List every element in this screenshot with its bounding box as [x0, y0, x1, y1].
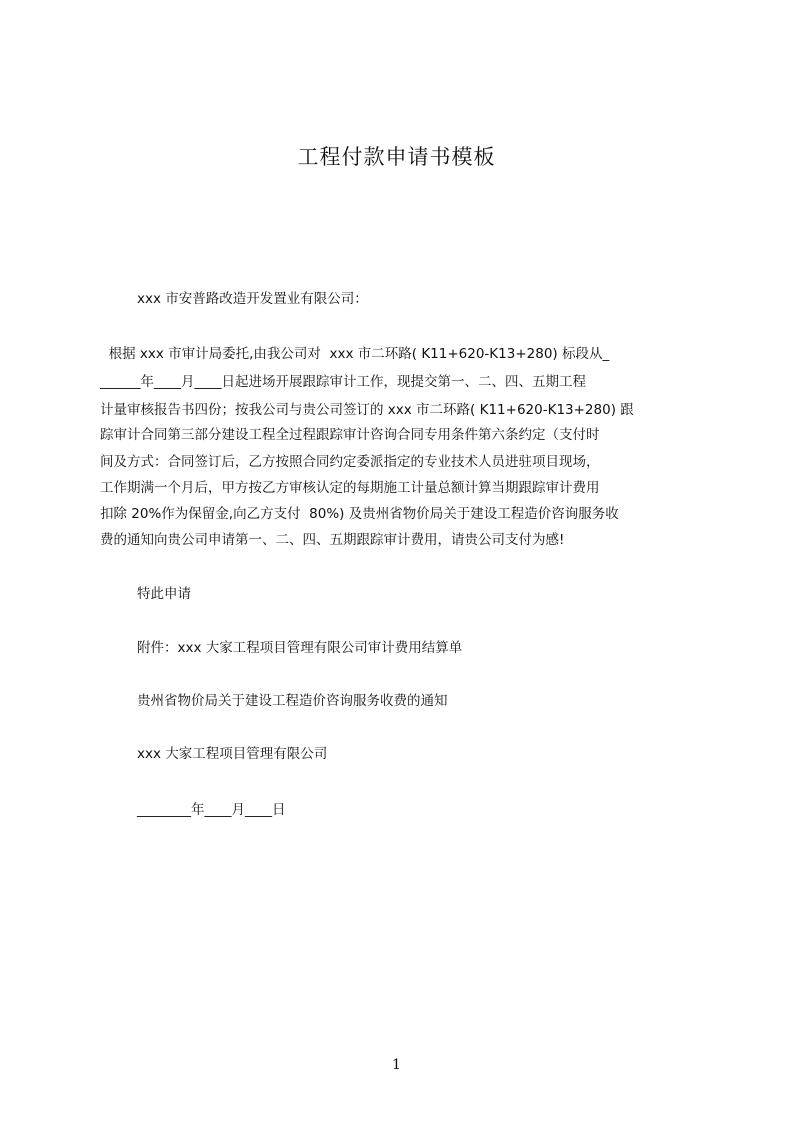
special-request: 特此申请 — [137, 586, 191, 602]
body-line: 计量审核报告书四份；按我公司与贵公司签订的 xxx 市二环路( K11+620-K13+280) 跟 — [100, 402, 634, 418]
document-title: 工程付款申请书模板 — [297, 145, 496, 169]
body-line: 踪审计合同第三部分建设工程全过程跟踪审计咨询合同专用条件第六条约定（支付时 — [100, 427, 600, 443]
date-line: ________年____月____日 — [137, 802, 286, 818]
body-line: 扣除 20%作为保留金,向乙方支付 80%) 及贵州省物价局关于建设工程造价咨询服务收 — [100, 506, 619, 522]
salutation: xxx 市安普路改造开发置业有限公司： — [137, 291, 368, 307]
body-line: ______年____月____日起进场开展跟踪审计工作，现提交第一、二、四、五期工程 — [100, 374, 586, 390]
body-line: 根据 xxx 市审计局委托,由我公司对 xxx 市二环路( K11+620-K13+280) 标段从_ — [100, 346, 610, 362]
notice-title: 贵州省物价局关于建设工程造价咨询服务收费的通知 — [137, 693, 448, 709]
company-name: xxx 大家工程项目管理有限公司 — [137, 746, 328, 762]
attachment-line: 附件：xxx 大家工程项目管理有限公司审计费用结算单 — [137, 640, 463, 656]
body-line: 费的通知向贵公司申请第一、二、四、五期跟踪审计费用，请贵公司支付为感! — [100, 532, 565, 548]
body-line: 间及方式：合同签订后，乙方按照合同约定委派指定的专业技术人员进驻项目现场， — [100, 454, 600, 470]
page-number: 1 — [392, 1057, 401, 1073]
body-line: 工作期满一个月后，甲方按乙方审核认定的每期施工计量总额计算当期跟踪审计费用 — [100, 480, 600, 496]
